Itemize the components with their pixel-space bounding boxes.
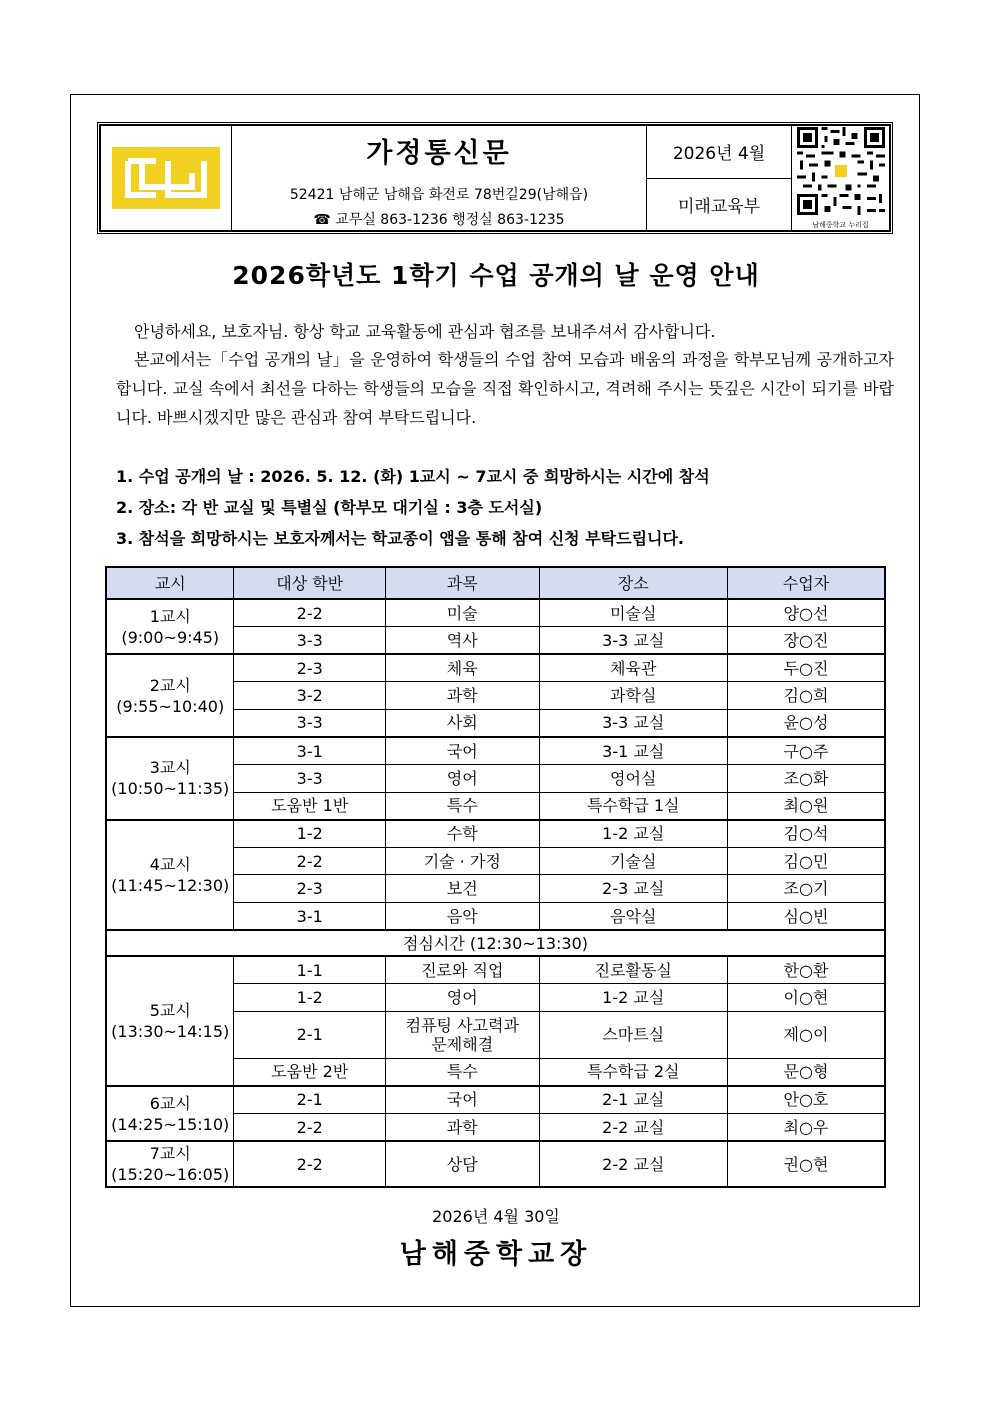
teacher-cell: 윤○성 (727, 709, 885, 737)
issue-date: 2026년 4월 (647, 126, 792, 179)
newsletter-header (97, 122, 893, 234)
table-row (106, 599, 885, 627)
class-cell: 2-2 (234, 847, 386, 875)
subject-cell: 국어 (386, 737, 540, 765)
period-cell (106, 1141, 234, 1187)
table-header-row (106, 567, 885, 599)
period-time: (13:30~14:15) (111, 1022, 230, 1042)
teacher-cell: 최○우 (727, 1114, 885, 1142)
period-name: 4교시 (149, 854, 191, 874)
subject-cell: 과학 (386, 1114, 540, 1142)
location-cell: 2-2 교실 (539, 1141, 727, 1187)
table-row (106, 1086, 885, 1114)
school-logo (112, 147, 220, 209)
period-cell (106, 1086, 234, 1141)
class-cell: 3-1 (234, 737, 386, 765)
period-time: (15:20~16:05) (111, 1165, 230, 1185)
department: 미래교육부 (647, 178, 792, 231)
class-cell: 2-3 (234, 875, 386, 903)
location-cell: 3-1 교실 (539, 737, 727, 765)
location-cell: 체육관 (539, 654, 727, 682)
class-cell: 2-1 (234, 1011, 386, 1058)
table-row (106, 820, 885, 848)
teacher-cell: 장○진 (727, 627, 885, 655)
subject-cell: 특수 (386, 1058, 540, 1086)
class-cell: 2-2 (234, 1114, 386, 1142)
col-header-period: 교시 (106, 567, 234, 599)
teacher-cell: 김○석 (727, 820, 885, 848)
location-cell: 1-2 교실 (539, 820, 727, 848)
class-cell: 2-3 (234, 654, 386, 682)
period-time: (10:50~11:35) (111, 779, 230, 799)
location-cell: 스마트실 (539, 1011, 727, 1058)
subject-cell: 영어 (386, 984, 540, 1012)
subject-line: 문제해결 (431, 1034, 494, 1054)
period-cell (106, 820, 234, 930)
location-cell: 특수학급 2실 (539, 1058, 727, 1086)
table-row (106, 654, 885, 682)
notice-item-1: 1. 수업 공개의 날 : 2026. 5. 12. (화) 1교시 ~ 7교시 중 희망하시는 시간에 참석 (116, 467, 710, 486)
subject-cell: 과학 (386, 682, 540, 710)
class-cell: 2-2 (234, 599, 386, 627)
period-name: 5교시 (149, 1001, 191, 1021)
period-name: 3교시 (149, 758, 191, 778)
table-row (106, 956, 885, 984)
intro-paragraph-1: 안녕하세요, 보호자님. 항상 학교 교육활동에 관심과 협조를 보내주셔서 감사합니다. (134, 322, 716, 341)
subject-cell: 기술 · 가정 (386, 847, 540, 875)
teacher-cell: 조○기 (727, 875, 885, 903)
qr-cell (792, 126, 890, 231)
notice-items (116, 461, 906, 554)
period-cell (106, 737, 234, 820)
location-cell: 기술실 (539, 847, 727, 875)
class-cell: 도움반 2반 (234, 1058, 386, 1086)
school-address: 52421 남해군 남해읍 화전로 78번길29(남해읍) (289, 187, 589, 203)
school-phone: ☎ 교무실 863-1236 행정실 863-1235 (313, 212, 565, 228)
period-time: (9:55~10:40) (116, 696, 225, 716)
qr-code-icon[interactable] (797, 127, 885, 215)
teacher-cell: 한○환 (727, 956, 885, 984)
schedule-table (105, 566, 886, 1188)
teacher-cell: 이○현 (727, 984, 885, 1012)
class-cell: 1-1 (234, 956, 386, 984)
subject-cell: 음악 (386, 903, 540, 931)
teacher-cell: 두○진 (727, 654, 885, 682)
location-cell: 2-3 교실 (539, 875, 727, 903)
period-cell (106, 599, 234, 654)
class-cell: 3-3 (234, 627, 386, 655)
teacher-cell: 양○선 (727, 599, 885, 627)
class-cell: 2-1 (234, 1086, 386, 1114)
class-cell: 3-3 (234, 709, 386, 737)
location-cell: 음악실 (539, 903, 727, 931)
class-cell: 1-2 (234, 984, 386, 1012)
subject-cell: 국어 (386, 1086, 540, 1114)
teacher-cell: 제○이 (727, 1011, 885, 1058)
col-header-class: 대상 학반 (234, 567, 386, 599)
subject-cell: 보건 (386, 875, 540, 903)
teacher-cell: 최○원 (727, 792, 885, 820)
class-cell: 3-3 (234, 765, 386, 793)
teacher-cell: 조○화 (727, 765, 885, 793)
teacher-cell: 김○민 (727, 847, 885, 875)
subject-cell: 체육 (386, 654, 540, 682)
teacher-cell: 심○빈 (727, 903, 885, 931)
period-cell (106, 654, 234, 737)
col-header-location: 장소 (539, 567, 727, 599)
col-header-subject: 과목 (386, 567, 540, 599)
location-cell: 3-3 교실 (539, 627, 727, 655)
subject-cell: 미술 (386, 599, 540, 627)
period-name: 1교시 (149, 606, 191, 626)
subject-cell: 진로와 직업 (386, 956, 540, 984)
period-time: (14:25~15:10) (111, 1114, 230, 1134)
principal-signature: 남해중학교장 (399, 1239, 593, 1270)
teacher-cell: 안○호 (727, 1086, 885, 1114)
period-time: (9:00~9:45) (121, 627, 220, 647)
location-cell: 1-2 교실 (539, 984, 727, 1012)
period-name: 2교시 (149, 675, 191, 695)
subject-line: 컴퓨팅 사고력과 (405, 1015, 519, 1035)
location-cell: 진로활동실 (539, 956, 727, 984)
subject-cell: 사회 (386, 709, 540, 737)
notice-item-2: 2. 장소: 각 반 교실 및 특별실 (학부모 대기실 : 3층 도서실) (116, 498, 543, 517)
table-row (106, 1141, 885, 1187)
location-cell: 3-3 교실 (539, 709, 727, 737)
col-header-teacher: 수업자 (727, 567, 885, 599)
subject-cell: 특수 (386, 792, 540, 820)
class-cell: 3-2 (234, 682, 386, 710)
intro-paragraph-2: 본교에서는「수업 공개의 날」을 운영하여 학생들의 수업 참여 모습과 배움의 과정을 학부모님께 공개하고자 합니다. 교실 속에서 최선을 다하는 학생들의 모습을 직접 확인하시고, 격려해 주시는 뜻깊은 시간이 되기를 바랍니다. 바쁘시겠지만 많은 관심과 참여 부탁드립니다. (116, 350, 894, 427)
period-name: 7교시 (149, 1144, 191, 1164)
lunch-row (106, 930, 885, 956)
class-cell: 도움반 1반 (234, 792, 386, 820)
location-cell: 미술실 (539, 599, 727, 627)
period-time: (11:45~12:30) (111, 875, 230, 895)
teacher-cell: 권○현 (727, 1141, 885, 1187)
subject-cell: 역사 (386, 627, 540, 655)
document-title: 2026학년도 1학기 수업 공개의 날 운영 안내 (232, 261, 760, 290)
notice-item-3: 3. 참석을 희망하시는 보호자께서는 학교종이 앱을 통해 참여 신청 부탁드립니다. (116, 529, 685, 548)
location-cell: 2-2 교실 (539, 1114, 727, 1142)
location-cell: 2-1 교실 (539, 1086, 727, 1114)
class-cell: 3-1 (234, 903, 386, 931)
subject-cell: 수학 (386, 820, 540, 848)
period-cell (106, 956, 234, 1086)
lunch-cell: 점심시간 (12:30~13:30) (106, 930, 885, 956)
location-cell: 영어실 (539, 765, 727, 793)
location-cell: 특수학급 1실 (539, 792, 727, 820)
location-cell: 과학실 (539, 682, 727, 710)
class-cell: 2-2 (234, 1141, 386, 1187)
subject-cell (386, 1011, 540, 1058)
title-cell (232, 126, 647, 231)
qr-caption: 남해중학교 누리집 (812, 220, 869, 229)
subject-cell: 영어 (386, 765, 540, 793)
sign-date: 2026년 4월 30일 (432, 1207, 560, 1226)
period-name: 6교시 (149, 1093, 191, 1113)
teacher-cell: 김○희 (727, 682, 885, 710)
subject-cell: 상담 (386, 1141, 540, 1187)
teacher-cell: 문○형 (727, 1058, 885, 1086)
newsletter-title: 가정통신문 (366, 138, 512, 169)
school-logo-cell (101, 126, 232, 231)
class-cell: 1-2 (234, 820, 386, 848)
teacher-cell: 구○주 (727, 737, 885, 765)
table-row (106, 737, 885, 765)
